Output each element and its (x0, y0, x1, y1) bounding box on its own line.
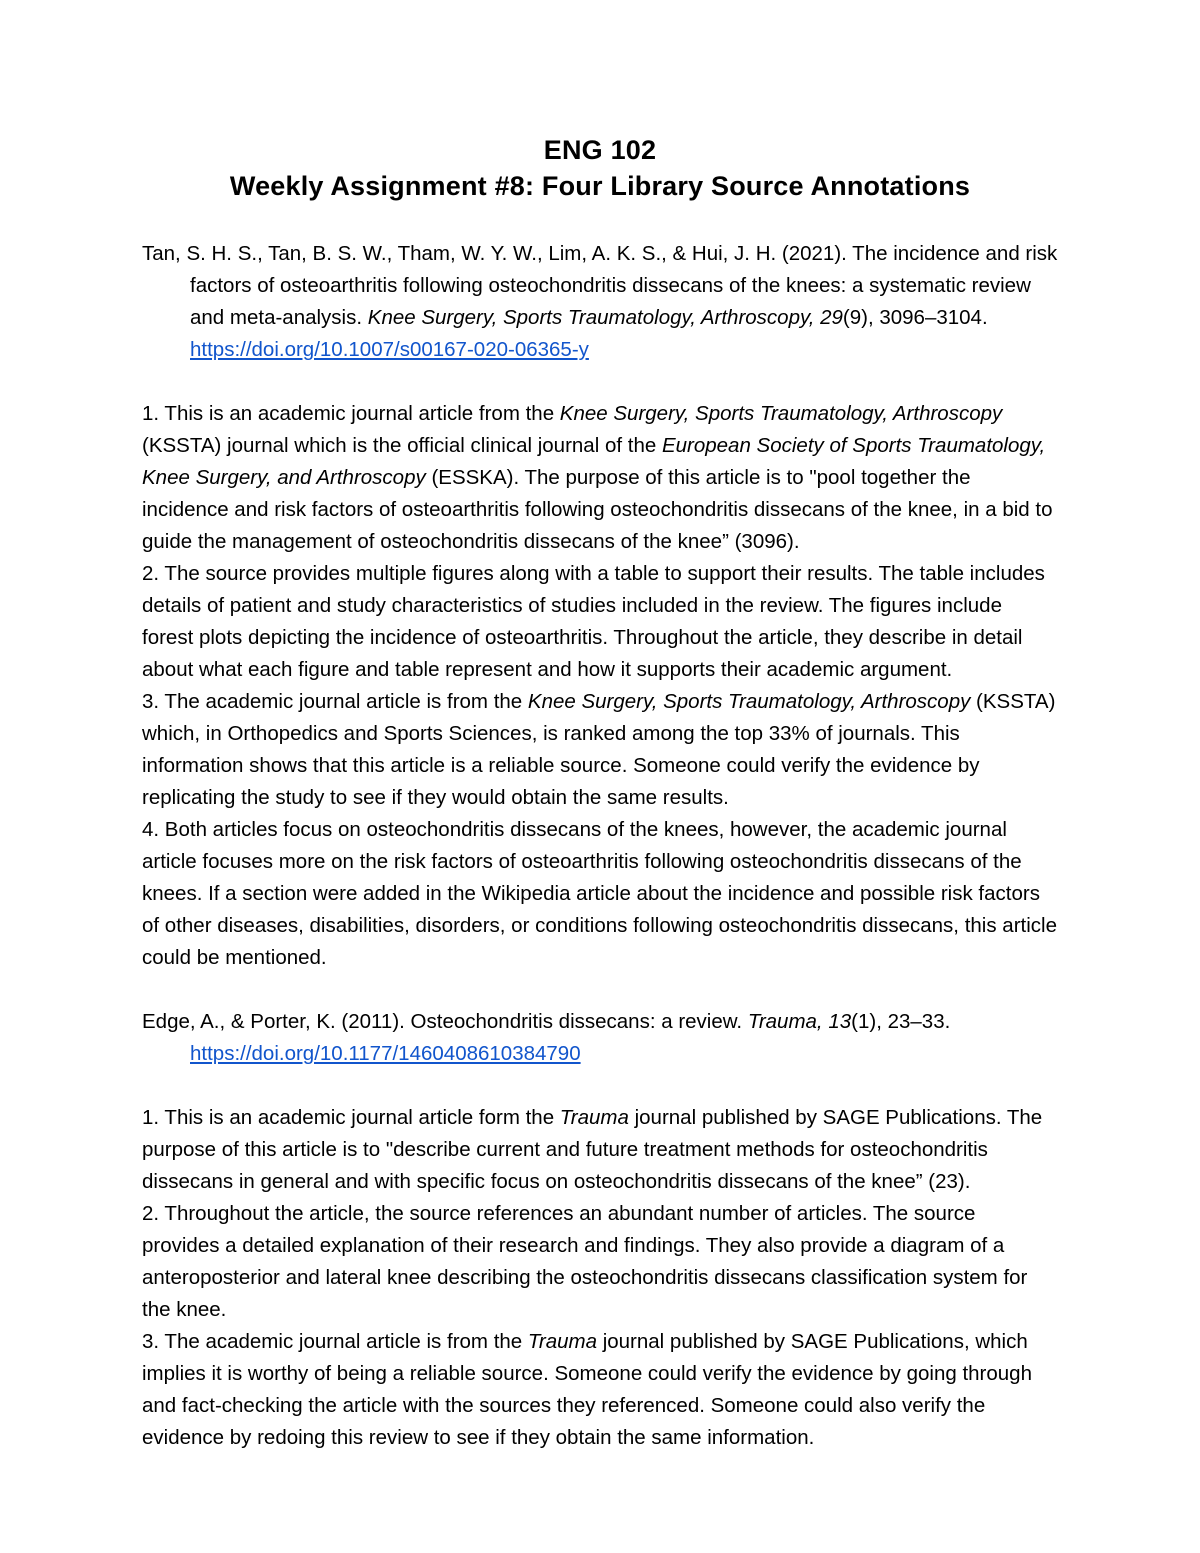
annotation-text-c: journal published by SAGE Publications. The purpose of this article is to "describe current and future treatment methods for osteochondritis dissecans in general and with specific focus on osteochondritis dissecans of the knee” (23). (142, 1106, 1043, 1193)
annotation-item (142, 558, 1058, 686)
citation-journal-name: Trauma, 13 (747, 1010, 852, 1033)
annotation-text-a: The source provides multiple figures along with a table to support their results. The table includes details of patient and study characteristics of studies included in the review. The figures include forest plots depicting the incidence of osteoarthritis. Throughout the article, they describe in detail about what each figure and table represent and how it supports their academic argument. (142, 562, 1045, 681)
annotation-text-c: journal published by SAGE Publications, which implies it is worthy of being a reliable source. Someone could verify the evidence by going through and fact-checking the article with the sources they referenced. Someone could also verify the evidence by redoing this review to see if they obtain the same information. (142, 1330, 1032, 1449)
annotation-text-a: This is an academic journal article form the (159, 1106, 560, 1129)
citation-source-1 (142, 238, 1058, 366)
annotation-italic-b: Trauma (527, 1330, 597, 1353)
paragraph-spacer (142, 366, 1058, 398)
title-line-assignment: Weekly Assignment #8: Four Library Source Annotations (229, 171, 971, 201)
annotation-italic-b: Trauma (559, 1106, 629, 1129)
citation-volume-pages: (9), 3096–3104. (842, 306, 988, 329)
annotation-text-a: Both articles focus on osteochondritis dissecans of the knees, however, the academic journal article focuses more on the risk factors of osteoarthritis following osteochondritis dissecans of the knees. If a section were added in the Wikipedia article about the incidence and possible risk factors of other diseases, disabilities, disorders, or conditions following osteochondritis dissecans, this article could be mentioned. (142, 818, 1057, 969)
annotation-number: 1. (142, 402, 160, 425)
citation-journal-name: Knee Surgery, Sports Traumatology, Arthroscopy, 29 (367, 306, 843, 329)
annotation-text-e: (ESSKA). The purpose of this article is to "pool together the incidence and risk factors of osteoarthritis following osteochondritis dissecans of the knee, in a bid to guide the management of osteochondritis dissecans of the knee” (3096). (142, 466, 1053, 553)
section-spacer (142, 974, 1058, 1006)
annotation-italic-d: European Society of Sports Traumatology, Knee Surgery, and Arthroscopy (142, 434, 1046, 489)
annotation-number: 3. (142, 1330, 160, 1353)
annotation-number: 2. (142, 1202, 160, 1225)
citation-volume-pages: (1), 23–33. (851, 1010, 951, 1033)
annotation-number: 1. (142, 1106, 160, 1129)
annotation-number: 3. (142, 690, 160, 713)
annotation-item (142, 1198, 1058, 1326)
title-line-course: ENG 102 (543, 135, 657, 165)
annotation-number: 2. (142, 562, 160, 585)
annotation-item (142, 1102, 1058, 1198)
doi-link-source-1[interactable]: https://doi.org/10.1007/s00167-020-06365-y (190, 338, 589, 361)
annotations-source-2 (142, 1102, 1058, 1454)
doi-link-source-2[interactable]: https://doi.org/10.1177/1460408610384790 (190, 1042, 581, 1065)
citation-article-title: Osteochondritis dissecans: a review. (404, 1010, 748, 1033)
citation-article-title: The incidence and risk factors of osteoarthritis following osteochondritis dissecans of the knees: a systematic review and meta-analysis. (190, 242, 1058, 329)
citation-source-2 (142, 1006, 1058, 1070)
annotation-item (142, 686, 1058, 814)
annotation-item (142, 1326, 1058, 1454)
annotation-text-a: The academic journal article is from the (159, 1330, 528, 1353)
annotations-source-1 (142, 398, 1058, 974)
citation-authors-year: Edge, A., & Porter, K. (2011). (142, 1010, 405, 1033)
annotation-item (142, 814, 1058, 974)
annotation-number: 4. (142, 818, 160, 841)
annotation-text-c: (KSSTA) journal which is the official clinical journal of the (142, 434, 662, 457)
annotation-text-a: This is an academic journal article from the (159, 402, 560, 425)
annotation-item (142, 398, 1058, 558)
page-title (142, 132, 1058, 204)
annotation-italic-b: Knee Surgery, Sports Traumatology, Arthroscopy (559, 402, 1003, 425)
citation-authors-year: Tan, S. H. S., Tan, B. S. W., Tham, W. Y. W., Lim, A. K. S., & Hui, J. H. (2021). (142, 242, 847, 265)
annotation-text-a: The academic journal article is from the (159, 690, 528, 713)
title-spacer (142, 204, 1058, 238)
annotation-text-a: Throughout the article, the source references an abundant number of articles. The source provides a detailed explanation of their research and findings. They also provide a diagram of a anteroposterior and lateral knee describing the osteochondritis dissecans classification system for the knee. (142, 1202, 1028, 1321)
paragraph-spacer (142, 1070, 1058, 1102)
annotation-italic-b: Knee Surgery, Sports Traumatology, Arthroscopy (527, 690, 971, 713)
annotation-text-c: (KSSTA) which, in Orthopedics and Sports Sciences, is ranked among the top 33% of journals. This information shows that this article is a reliable source. Someone could verify the evidence by replicating the study to see if they would obtain the same results. (142, 690, 1056, 809)
